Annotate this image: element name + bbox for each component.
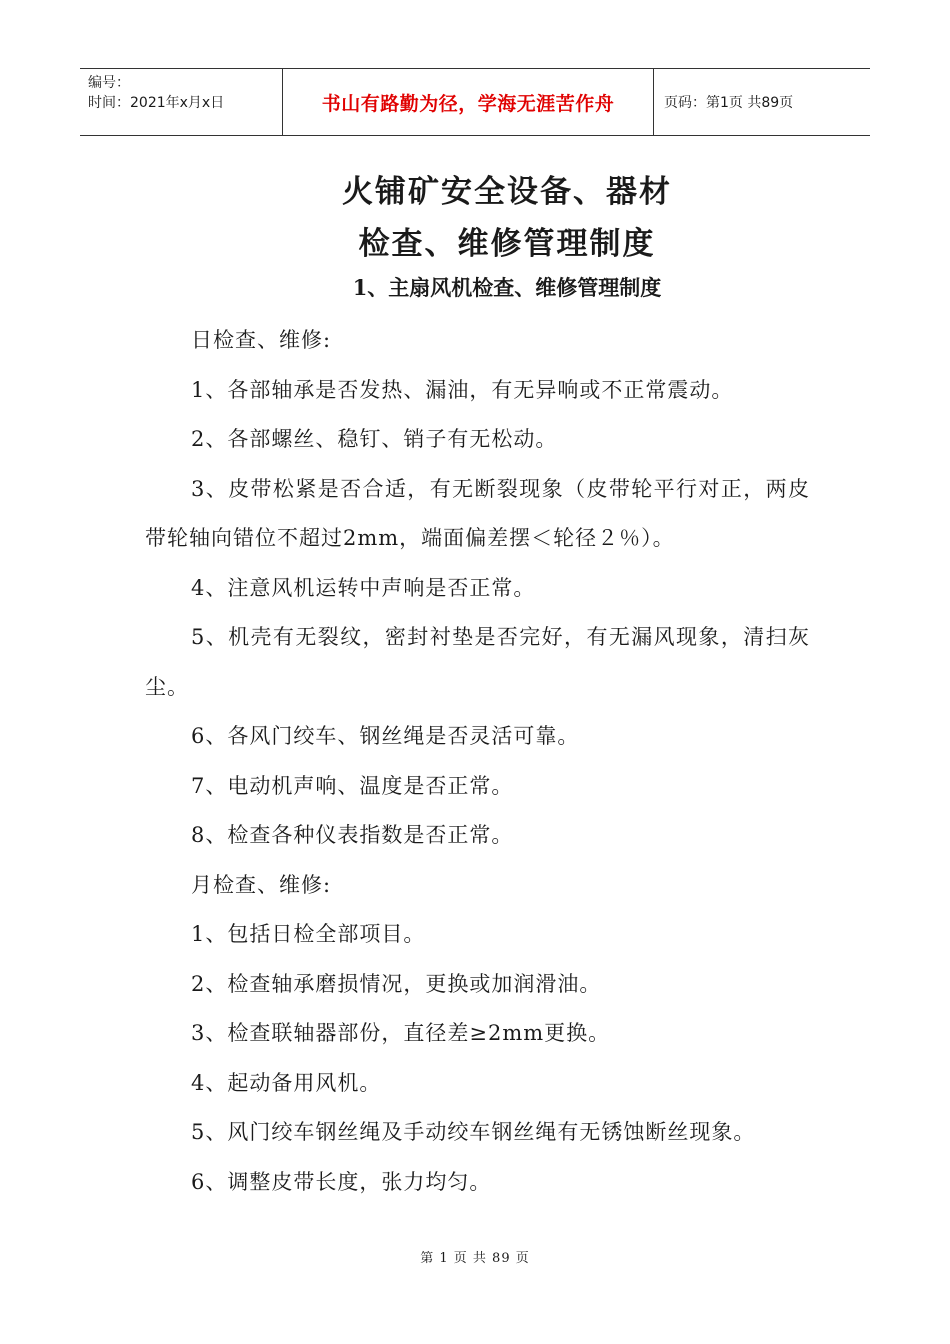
- document-title-line-1: 火铺矿安全设备、器材: [342, 174, 672, 210]
- paragraph: 2、检查轴承磨损情况，更换或加润滑油。: [191, 971, 602, 996]
- page-header: [80, 68, 870, 136]
- paragraph: 5、风门绞车钢丝绳及手动绞车钢丝绳有无锈蚀断丝现象。: [191, 1120, 756, 1144]
- paragraph: 6、调整皮带长度，张力均匀。: [191, 1169, 492, 1194]
- header-page-cell: [654, 69, 870, 135]
- paragraph: 4、注意风机运转中声响是否正常。: [191, 575, 536, 600]
- header-meta: [80, 69, 282, 135]
- paragraph: 7、电动机声响、温度是否正常。: [191, 773, 514, 798]
- paragraph: 月检查、维修:: [191, 872, 332, 897]
- paragraph: 6、各风门绞车、钢丝绳是否灵活可靠。: [191, 724, 580, 748]
- paragraph: 8、检查各种仪表指数是否正常。: [191, 823, 514, 847]
- header-motto-cell: [282, 69, 654, 135]
- paragraph: 4、起动备用风机。: [191, 1070, 382, 1095]
- document-number-label: 编号：: [88, 75, 130, 91]
- paragraph: 3、皮带松紧是否合适，有无断裂现象（皮带轮平行对正，两皮带轮轴向错位不超过2mm，端面偏差摆＜轮径２％）。: [145, 476, 810, 550]
- page-footer: 第 1 页 共 89 页: [420, 1251, 530, 1266]
- document-time: 时间：2021年x月x日: [88, 95, 225, 111]
- document-title-line-2: 检查、维修管理制度: [358, 226, 656, 262]
- header-motto: 书山有路勤为径，学海无涯苦作舟: [321, 92, 615, 115]
- paragraph: 1、包括日检全部项目。: [191, 922, 426, 946]
- paragraph: 1、各部轴承是否发热、漏油，有无异响或不正常震动。: [191, 377, 734, 402]
- document-body: [145, 316, 810, 1207]
- paragraph: 5、机壳有无裂纹，密封衬垫是否完好，有无漏风现象，清扫灰尘。: [145, 625, 810, 699]
- paragraph: 3、检查联轴器部份，直径差≥2mm更换。: [191, 1021, 611, 1045]
- section-title: 1、主扇风机检查、维修管理制度: [352, 275, 662, 300]
- header-page-info: 页码：第1页 共89页: [664, 95, 794, 111]
- paragraph: 日检查、维修:: [191, 328, 332, 352]
- paragraph: 2、各部螺丝、稳钉、销子有无松动。: [191, 427, 558, 451]
